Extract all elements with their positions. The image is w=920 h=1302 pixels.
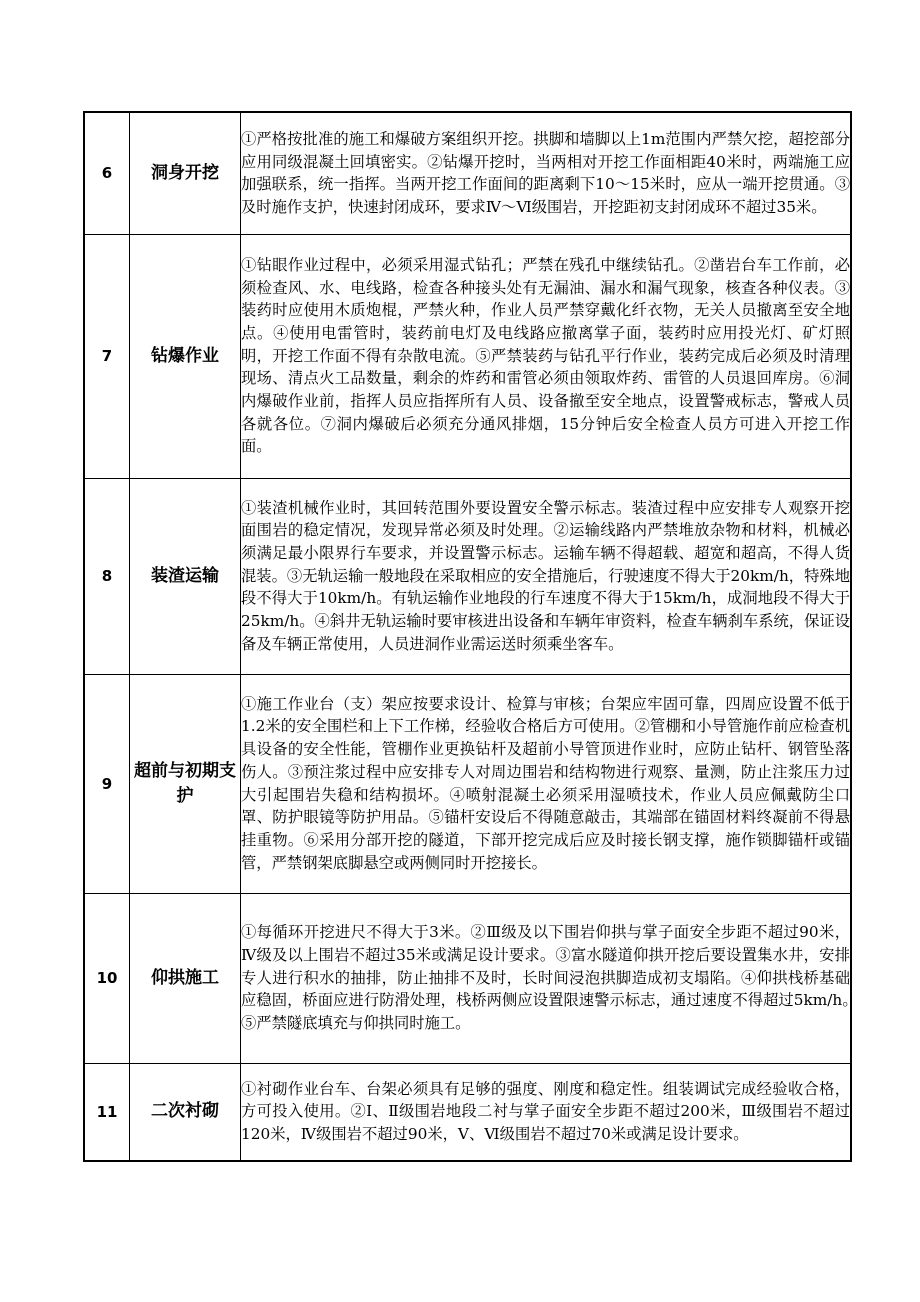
row-content: ①钻眼作业过程中，必须采用湿式钻孔；严禁在残孔中继续钻孔。②凿岩台车工作前，必须检查风、水、电线路，检查各种接头处有无漏油、漏水和漏气现象，核查各种仪表。③装药时应使用木质炮棍，严禁火种，作业人员严禁穿戴化纤衣物，无关人员撤离至安全地点。④使用电雷管时，装药前电灯及电线路应撤离掌子面，装药时应用投光灯、矿灯照明，开挖工作面不得有杂散电流。⑤严禁装药与钻孔平行作业，装药完成后必须及时清理现场、清点火工品数量，剩余的炸药和雷管必须由领取炸药、雷管的人员退回库房。⑥洞内爆破作业前，指挥人员应指挥所有人员、设备撤至安全地点，设置警戒标志，警戒人员各就各位。⑦洞内爆破后必须充分通风排烟，15分钟后安全检查人员方可进入开挖工作面。 xyxy=(241,234,852,478)
row-number: 10 xyxy=(84,893,130,1063)
table-row xyxy=(84,893,851,1063)
row-title: 二次衬砌 xyxy=(130,1063,241,1161)
row-number: 8 xyxy=(84,478,130,674)
table-row xyxy=(84,1063,851,1161)
safety-rules-table xyxy=(83,111,866,1162)
table-row xyxy=(84,674,851,893)
row-title: 洞身开挖 xyxy=(130,112,241,234)
row-number: 11 xyxy=(84,1063,130,1161)
row-title: 装渣运输 xyxy=(130,478,241,674)
row-content: ①装渣机械作业时，其回转范围外要设置安全警示标志。装渣过程中应安排专人观察开挖面围岩的稳定情况，发现异常必须及时处理。②运输线路内严禁堆放杂物和材料，机械必须满足最小限界行车要求，并设置警示标志。运输车辆不得超载、超宽和超高，不得人货混装。③无轨运输一般地段在采取相应的安全措施后，行驶速度不得大于20km/h，特殊地段不得大于10km/h。有轨运输作业地段的行车速度不得大于15km/h，成洞地段不得大于25km/h。④斜井无轨运输时要审核进出设备和车辆年审资料，检查车辆刹车系统，保证设备及车辆正常使用，人员进洞作业需运送时须乘坐客车。 xyxy=(241,478,852,674)
table-row xyxy=(84,234,851,478)
row-title: 钻爆作业 xyxy=(130,234,241,478)
row-content: ①严格按批准的施工和爆破方案组织开挖。拱脚和墙脚以上1m范围内严禁欠挖，超挖部分应用同级混凝土回填密实。②钻爆开挖时，当两相对开挖工作面相距40米时，两端施工应加强联系，统一指挥。当两开挖工作面间的距离剩下10～15米时，应从一端开挖贯通。③及时施作支护，快速封闭成环，要求Ⅳ～Ⅵ级围岩，开挖距初支封闭成环不超过35米。 xyxy=(241,112,852,234)
row-number: 9 xyxy=(84,674,130,893)
row-content: ①衬砌作业台车、台架必须具有足够的强度、刚度和稳定性。组装调试完成经验收合格，方可投入使用。②Ⅰ、Ⅱ级围岩地段二衬与掌子面安全步距不超过200米，Ⅲ级围岩不超过120米，Ⅳ级围岩不超过90米，Ⅴ、Ⅵ级围岩不超过70米或满足设计要求。 xyxy=(241,1063,852,1161)
table-row xyxy=(84,112,851,234)
table-row xyxy=(84,478,851,674)
row-number: 7 xyxy=(84,234,130,478)
row-content: ①施工作业台（支）架应按要求设计、检算与审核；台架应牢固可靠，四周应设置不低于1.2米的安全围栏和上下工作梯，经验收合格后方可使用。②管棚和小导管施作前应检查机具设备的安全性能，管棚作业更换钻杆及超前小导管顶进作业时，应防止钻杆、钢管坠落伤人。③预注浆过程中应安排专人对周边围岩和结构物进行观察、量测，防止注浆压力过大引起围岩失稳和结构损坏。④喷射混凝土必须采用湿喷技术，作业人员应佩戴防尘口罩、防护眼镜等防护用品。⑤锚杆安设后不得随意敲击，其端部在锚固材料终凝前不得悬挂重物。⑥采用分部开挖的隧道，下部开挖完成后应及时接长钢支撑，施作锁脚锚杆或锚管，严禁钢架底脚悬空或两侧同时开挖接长。 xyxy=(241,674,852,893)
row-number: 6 xyxy=(84,112,130,234)
row-content: ①每循环开挖进尺不得大于3米。②Ⅲ级及以下围岩仰拱与掌子面安全步距不超过90米，Ⅳ级及以上围岩不超过35米或满足设计要求。③富水隧道仰拱开挖后要设置集水井，安排专人进行积水的抽排，防止抽排不及时，长时间浸泡拱脚造成初支塌陷。④仰拱栈桥基础应稳固，桥面应进行防滑处理，栈桥两侧应设置限速警示标志，通过速度不得超过5km/h。 ⑤严禁隧底填充与仰拱同时施工。 xyxy=(241,893,852,1063)
row-title: 仰拱施工 xyxy=(130,893,241,1063)
row-title: 超前与初期支护 xyxy=(130,674,241,893)
